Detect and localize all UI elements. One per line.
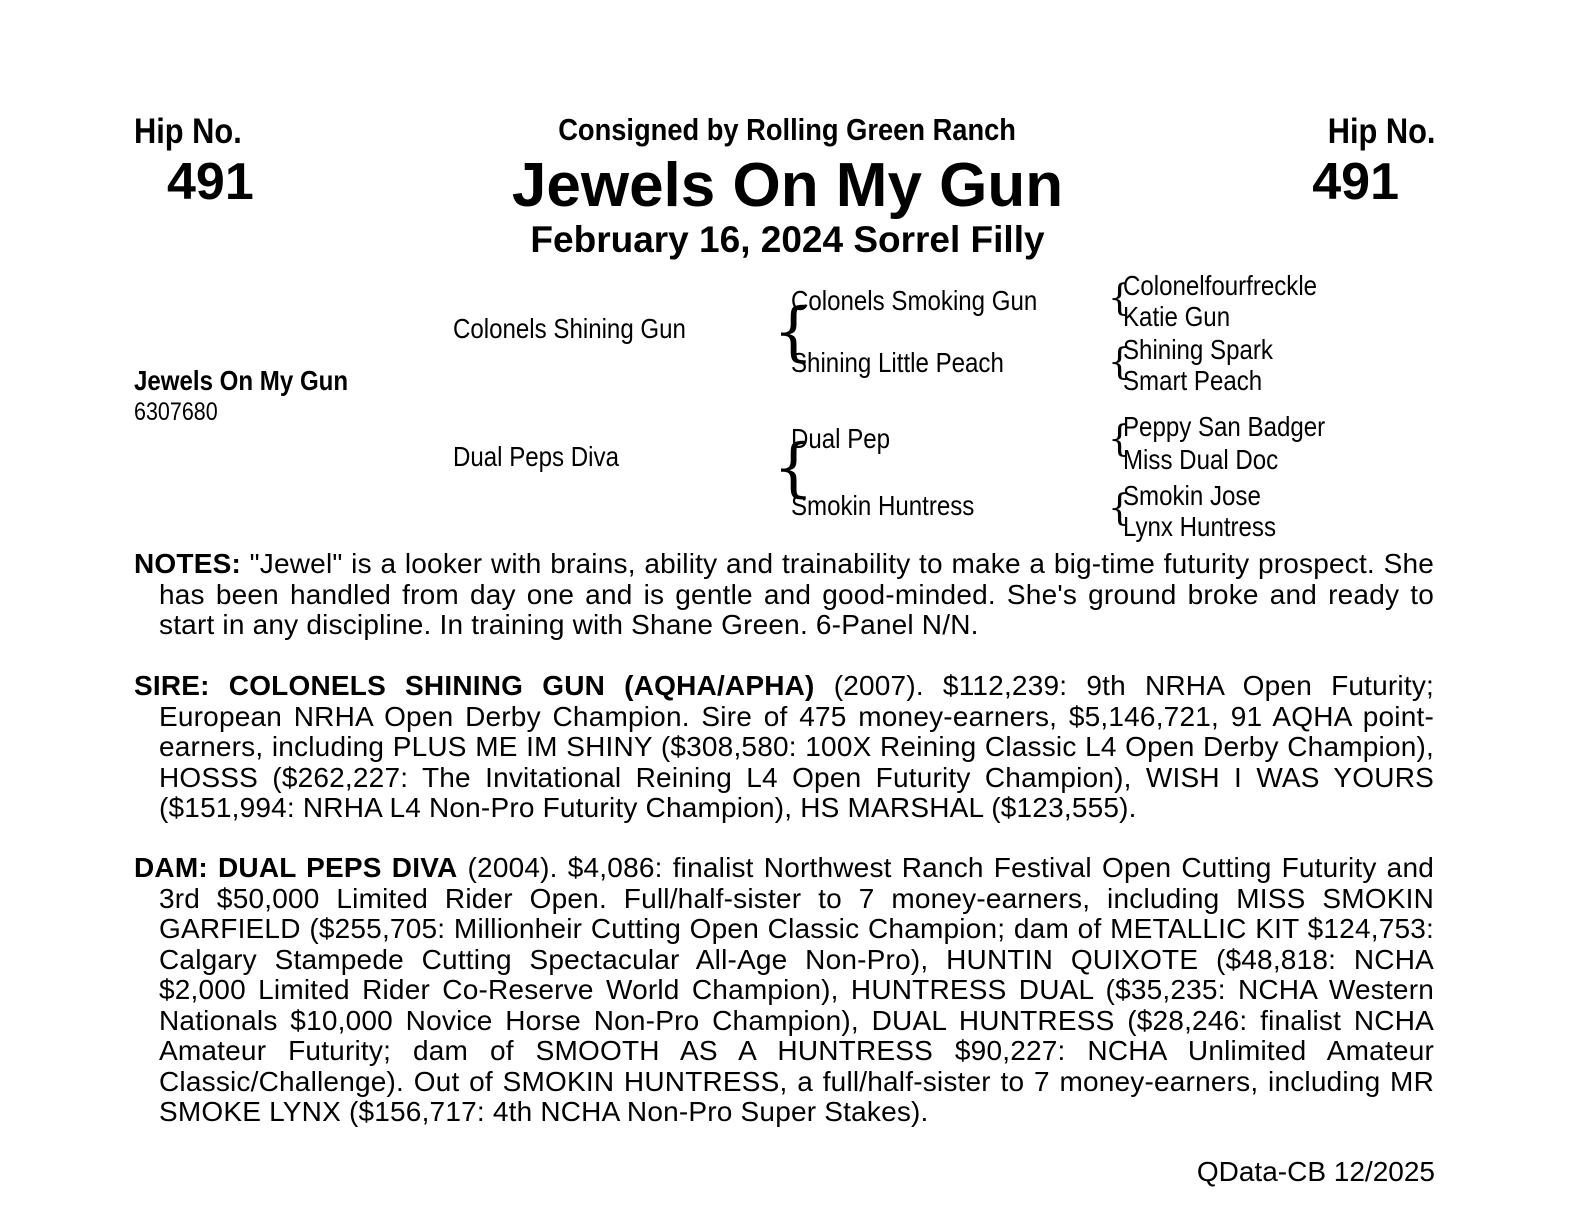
brace-dam: { [773,431,814,505]
ss-sire-name: Colonelfourfreckle [1123,270,1318,301]
dam-name: Dual Peps Diva [453,441,619,472]
dd-sire-name: Smokin Jose [1123,480,1261,511]
consigned-by: Consigned by Rolling Green Ranch [558,112,1017,147]
sire-dam-name: Shining Little Peach [791,347,1004,378]
sire-text: (2007). $112,239: 9th NRHA Open Futurity; European NRHA Open Derby Champion. Sire of 475 money-earners, $5,146,721, 91 AQHA point-earners, including PLUS ME IM SHINY ($308,580: 100X Reining Classic L4 Open Derby Champion), HOSSS ($262,227: The Invitational Reining L4 Open Futurity Champion), WISH I WAS YOURS ($151,994: NRHA L4 Non-Pro Futurity Champion), HS MARSHAL ($123,555). [159,670,1435,823]
hip-label-left: Hip No. [134,112,242,151]
brace-sd: { [1108,342,1131,383]
brace-dd: { [1108,488,1131,529]
sire-paragraph [134,671,1434,824]
footer-code: QData-CB 12/2025 [1196,1156,1435,1187]
sd-dam-name: Smart Peach [1123,365,1263,396]
hip-number-right: 491 [1312,153,1399,211]
sire-name: Colonels Shining Gun [453,313,686,344]
dam-sire-name: Dual Pep [791,423,891,454]
ds-sire-name: Peppy San Badger [1123,411,1326,442]
notes-label: NOTES: [134,548,241,579]
dam-label: DAM: DUAL PEPS DIVA [134,852,458,883]
horse-name-title: Jewels On My Gun [511,151,1064,220]
subject-name: Jewels On My Gun [134,365,349,396]
notes-paragraph [134,549,1434,641]
brace-ss: { [1108,278,1131,319]
notes-text: "Jewel" is a looker with brains, ability and trainability to make a big-time futurity prospect. She has been handled from day one and is gentle and good-minded. She's ground broke and ready to start in any discipline. In training with Shane Green. 6-Panel N/N. [159,548,1434,640]
sd-sire-name: Shining Spark [1123,334,1273,365]
dd-dam-name: Lynx Huntress [1123,511,1277,542]
ds-dam-name: Miss Dual Doc [1123,444,1279,475]
dam-dam-name: Smokin Huntress [791,490,975,521]
registration-number: 6307680 [134,398,218,426]
foal-info: February 16, 2024 Sorrel Filly [530,219,1045,260]
brace-ds: { [1108,419,1131,460]
ss-dam-name: Katie Gun [1123,301,1231,332]
dam-paragraph [134,853,1434,1128]
hip-number-left: 491 [167,153,254,211]
brace-sire: { [773,295,814,369]
dam-text: (2004). $4,086: finalist Northwest Ranch Festival Open Cutting Futurity and 3rd $50,000 Limited Rider Open. Full/half-sister to 7 money-earners, including MISS SMOKIN GARFIELD ($255,705: Millionheir Cutting Open Classic Champion; dam of METALLIC KIT $124,753: Calgary Stampede Cutting Spectacular All-Age Non-Pro), HUNTIN QUIXOTE ($48,818: NCHA $2,000 Limited Rider Co-Reserve World Champion), HUNTRESS DUAL ($35,235: NCHA Western Nationals $10,000 Novice Horse Non-Pro Champion), DUAL HUNTRESS ($28,246: finalist NCHA Amateur Futurity; dam of SMOOTH AS A HUNTRESS $90,227: NCHA Unlimited Amateur Classic/Challenge). Out of SMOKIN HUNTRESS, a full/half-sister to 7 money-earners, including MR SMOKE LYNX ($156,717: 4th NCHA Non-Pro Super Stakes). [159,852,1434,1127]
sire-label: SIRE: COLONELS SHINING GUN (AQHA/APHA) [134,670,815,701]
hip-label-right: Hip No. [1327,112,1435,151]
sire-sire-name: Colonels Smoking Gun [791,285,1038,316]
